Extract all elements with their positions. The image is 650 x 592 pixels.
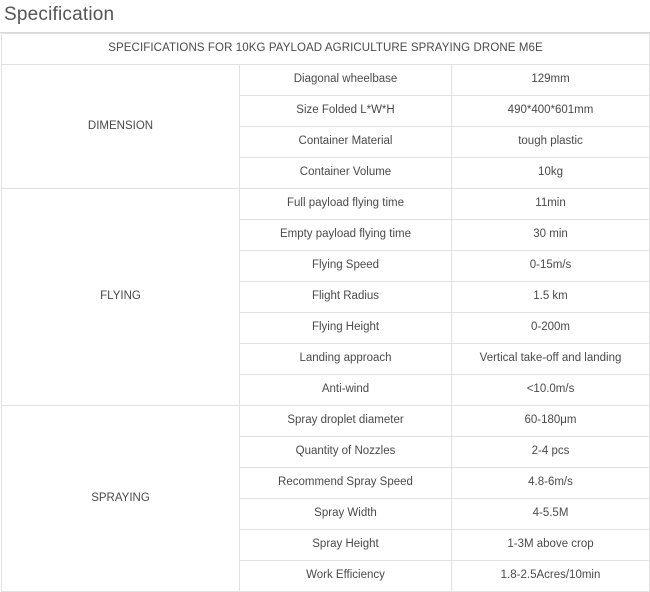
param-label: Spray droplet diameter — [240, 406, 452, 437]
table-row — [2, 65, 650, 96]
page-title: Specification — [4, 4, 115, 25]
param-label: Work Efficiency — [240, 561, 452, 592]
param-label: Container Material — [240, 127, 452, 158]
param-value: 10kg — [452, 158, 650, 189]
param-value: 4-5.5M — [452, 499, 650, 530]
param-label: Spray Height — [240, 530, 452, 561]
param-value: 30 min — [452, 220, 650, 251]
param-label: Diagonal wheelbase — [240, 65, 452, 96]
param-label: Flight Radius — [240, 282, 452, 313]
param-label: Empty payload flying time — [240, 220, 452, 251]
group-label-spraying: SPRAYING — [2, 406, 240, 592]
param-value: 60-180μm — [452, 406, 650, 437]
param-value: 129mm — [452, 65, 650, 96]
param-label: Recommend Spray Speed — [240, 468, 452, 499]
param-label: Quantity of Nozzles — [240, 437, 452, 468]
group-label-dimension: DIMENSION — [2, 65, 240, 189]
specification-table — [1, 33, 650, 592]
param-value: 0-15m/s — [452, 251, 650, 282]
param-value: 1.5 km — [452, 282, 650, 313]
param-value: tough plastic — [452, 127, 650, 158]
param-value: 2-4 pcs — [452, 437, 650, 468]
param-label: Anti-wind — [240, 375, 452, 406]
param-value: <10.0m/s — [452, 375, 650, 406]
param-label: Full payload flying time — [240, 189, 452, 220]
param-label: Flying Height — [240, 313, 452, 344]
param-value: 1.8-2.5Acres/10min — [452, 561, 650, 592]
table-header-cell: SPECIFICATIONS FOR 10KG PAYLOAD AGRICULTURE SPRAYING DRONE M6E — [2, 34, 650, 65]
table-row — [2, 406, 650, 437]
specification-table-body — [2, 34, 650, 592]
table-row — [2, 189, 650, 220]
param-value: 1-3M above crop — [452, 530, 650, 561]
param-value: Vertical take-off and landing — [452, 344, 650, 375]
param-value: 11min — [452, 189, 650, 220]
table-header-row — [2, 34, 650, 65]
param-label: Flying Speed — [240, 251, 452, 282]
param-label: Size Folded L*W*H — [240, 96, 452, 127]
param-label: Spray Width — [240, 499, 452, 530]
param-label: Landing approach — [240, 344, 452, 375]
param-value: 0-200m — [452, 313, 650, 344]
param-label: Container Volume — [240, 158, 452, 189]
param-value: 4.8-6m/s — [452, 468, 650, 499]
group-label-flying: FLYING — [2, 189, 240, 406]
param-value: 490*400*601mm — [452, 96, 650, 127]
